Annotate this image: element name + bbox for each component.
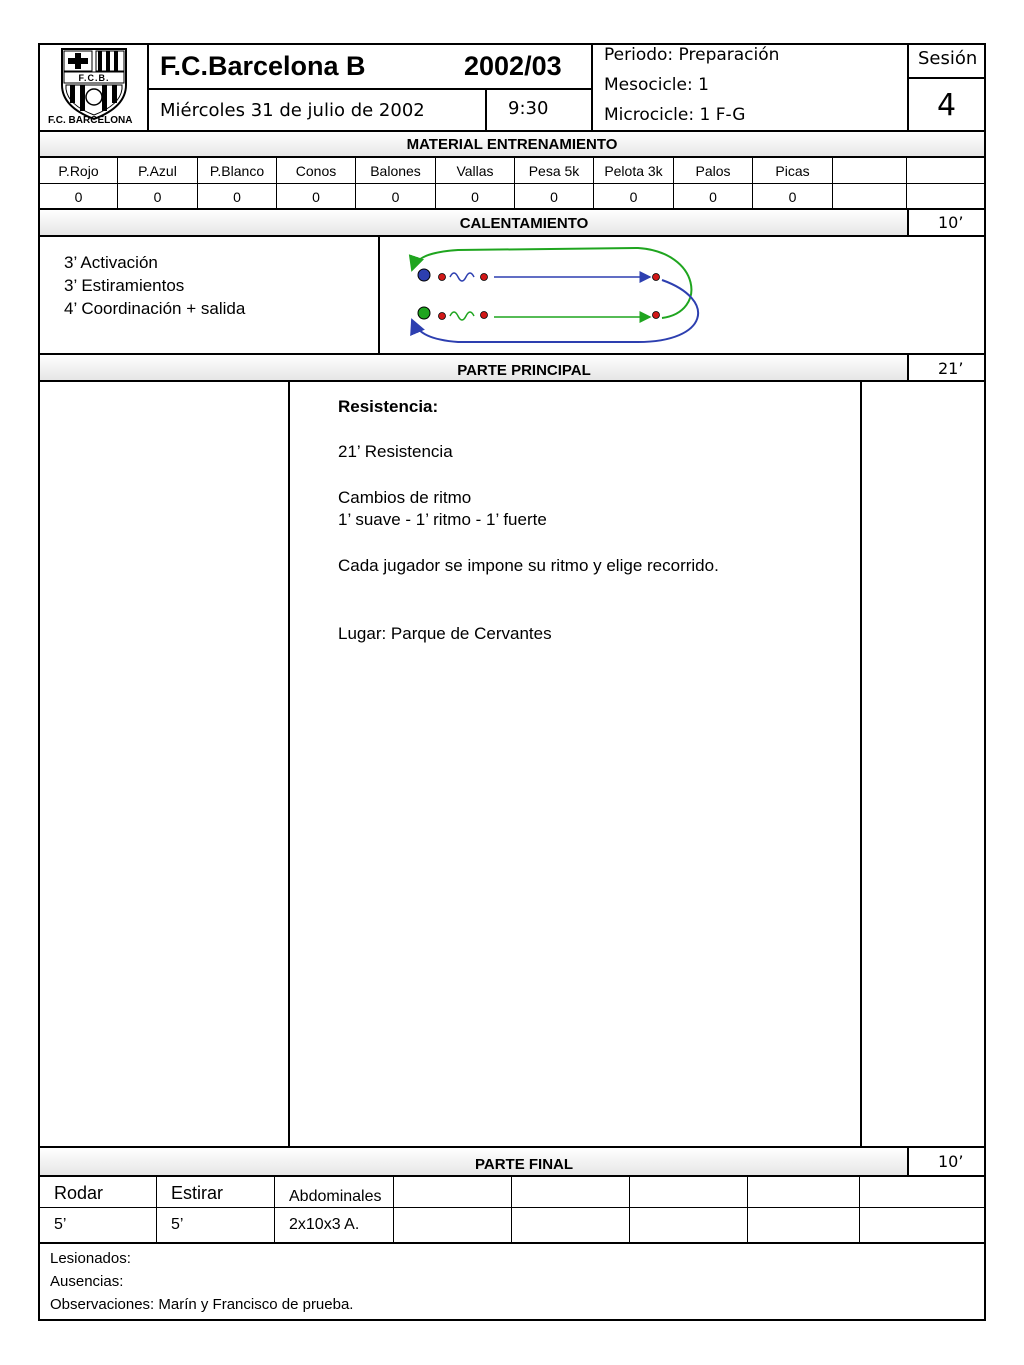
warmup-item: 3’ Activación bbox=[64, 253, 158, 272]
warmup-diagram bbox=[398, 240, 728, 350]
principal-line: Cambios de ritmo bbox=[338, 488, 472, 507]
material-quantity: 0 bbox=[753, 184, 833, 208]
microciclo: Microcicle: 1 F-G bbox=[604, 105, 746, 125]
final-value: 2x10x3 A. bbox=[275, 1208, 394, 1242]
session-number: 4 bbox=[937, 88, 957, 123]
return-arrow bbox=[412, 280, 698, 342]
material-quantity: 0 bbox=[356, 184, 436, 208]
principal-line: 1’ suave - 1’ ritmo - 1’ fuerte bbox=[338, 510, 547, 529]
session-time: 9:30 bbox=[508, 98, 549, 119]
material-column-header: Palos bbox=[674, 157, 753, 183]
principal-line: 21’ Resistencia bbox=[338, 442, 453, 461]
principal-title: PARTE PRINCIPAL bbox=[457, 362, 591, 379]
final-value: 5’ bbox=[157, 1208, 275, 1242]
cone-marker bbox=[481, 274, 488, 281]
final-value: 5’ bbox=[40, 1208, 157, 1242]
material-quantity: 0 bbox=[118, 184, 198, 208]
observaciones-label: Observaciones: Marín y Francisco de prueba. bbox=[50, 1296, 354, 1313]
principal-heading: Resistencia: bbox=[338, 397, 439, 416]
logo-initials: F.C.B. bbox=[78, 73, 110, 83]
logo-caption: F.C. BARCELONA bbox=[48, 115, 133, 126]
material-quantity: 0 bbox=[515, 184, 594, 208]
final-column-header bbox=[394, 1177, 512, 1207]
final-duration: 10’ bbox=[938, 1152, 964, 1171]
final-column-header bbox=[860, 1177, 984, 1207]
final-column-header: Abdominales bbox=[275, 1177, 394, 1207]
final-title: PARTE FINAL bbox=[474, 1156, 574, 1173]
principal-line: Lugar: Parque de Cervantes bbox=[338, 624, 552, 643]
material-column-header: Vallas bbox=[436, 157, 515, 183]
material-column-header: Balones bbox=[356, 157, 436, 183]
ausencias-label: Ausencias: bbox=[50, 1273, 124, 1290]
material-quantity: 0 bbox=[277, 184, 356, 208]
cone-marker bbox=[481, 312, 488, 319]
dribble-path bbox=[450, 273, 474, 281]
material-quantity: 0 bbox=[198, 184, 277, 208]
material-column-header: Picas bbox=[753, 157, 833, 183]
material-column-header: Pesa 5k bbox=[515, 157, 594, 183]
principal-line: Cada jugador se impone su ritmo y elige recorrido. bbox=[338, 556, 719, 575]
material-column-header: Conos bbox=[277, 157, 356, 183]
green-player-marker bbox=[418, 307, 430, 319]
final-value bbox=[748, 1208, 860, 1242]
final-column-header bbox=[512, 1177, 630, 1207]
cone-marker bbox=[439, 313, 446, 320]
principal-duration: 21’ bbox=[938, 359, 964, 378]
calentamiento-duration: 10’ bbox=[938, 213, 964, 232]
final-column-header: Estirar bbox=[157, 1177, 275, 1207]
material-title: MATERIAL ENTRENAMIENTO bbox=[406, 136, 618, 153]
season: 2002/03 bbox=[464, 51, 562, 81]
final-value bbox=[860, 1208, 984, 1242]
blue-player-marker bbox=[418, 269, 430, 281]
material-column-header bbox=[907, 157, 984, 183]
calentamiento-title: CALENTAMIENTO bbox=[459, 215, 589, 232]
material-quantity: 0 bbox=[436, 184, 515, 208]
material-column-header: P.Azul bbox=[118, 157, 198, 183]
material-column-header: P.Rojo bbox=[40, 157, 118, 183]
club-logo bbox=[40, 45, 146, 129]
warmup-item: 3’ Estiramientos bbox=[64, 276, 185, 295]
periodo: Periodo: Preparación bbox=[604, 45, 780, 65]
material-quantity: 0 bbox=[674, 184, 753, 208]
material-quantity bbox=[907, 184, 984, 208]
material-quantity bbox=[833, 184, 907, 208]
team-name: F.C.Barcelona B bbox=[160, 51, 366, 81]
material-quantity: 0 bbox=[40, 184, 118, 208]
session-label: Sesión bbox=[918, 48, 978, 69]
dribble-path bbox=[450, 312, 474, 320]
final-value bbox=[630, 1208, 748, 1242]
final-value bbox=[512, 1208, 630, 1242]
session-date: Miércoles 31 de julio de 2002 bbox=[160, 100, 425, 121]
final-column-header bbox=[630, 1177, 748, 1207]
final-column-header bbox=[748, 1177, 860, 1207]
material-quantity: 0 bbox=[594, 184, 674, 208]
final-value bbox=[394, 1208, 512, 1242]
warmup-item: 4’ Coordinación + salida bbox=[64, 299, 246, 318]
return-arrow bbox=[412, 248, 691, 318]
material-column-header bbox=[833, 157, 907, 183]
final-column-header: Rodar bbox=[40, 1177, 157, 1207]
lesionados-label: Lesionados: bbox=[50, 1250, 131, 1267]
mesociclo: Mesocicle: 1 bbox=[604, 75, 709, 95]
material-column-header: P.Blanco bbox=[198, 157, 277, 183]
cone-marker bbox=[439, 274, 446, 281]
cone-marker bbox=[653, 312, 660, 319]
material-column-header: Pelota 3k bbox=[594, 157, 674, 183]
cone-marker bbox=[653, 274, 660, 281]
